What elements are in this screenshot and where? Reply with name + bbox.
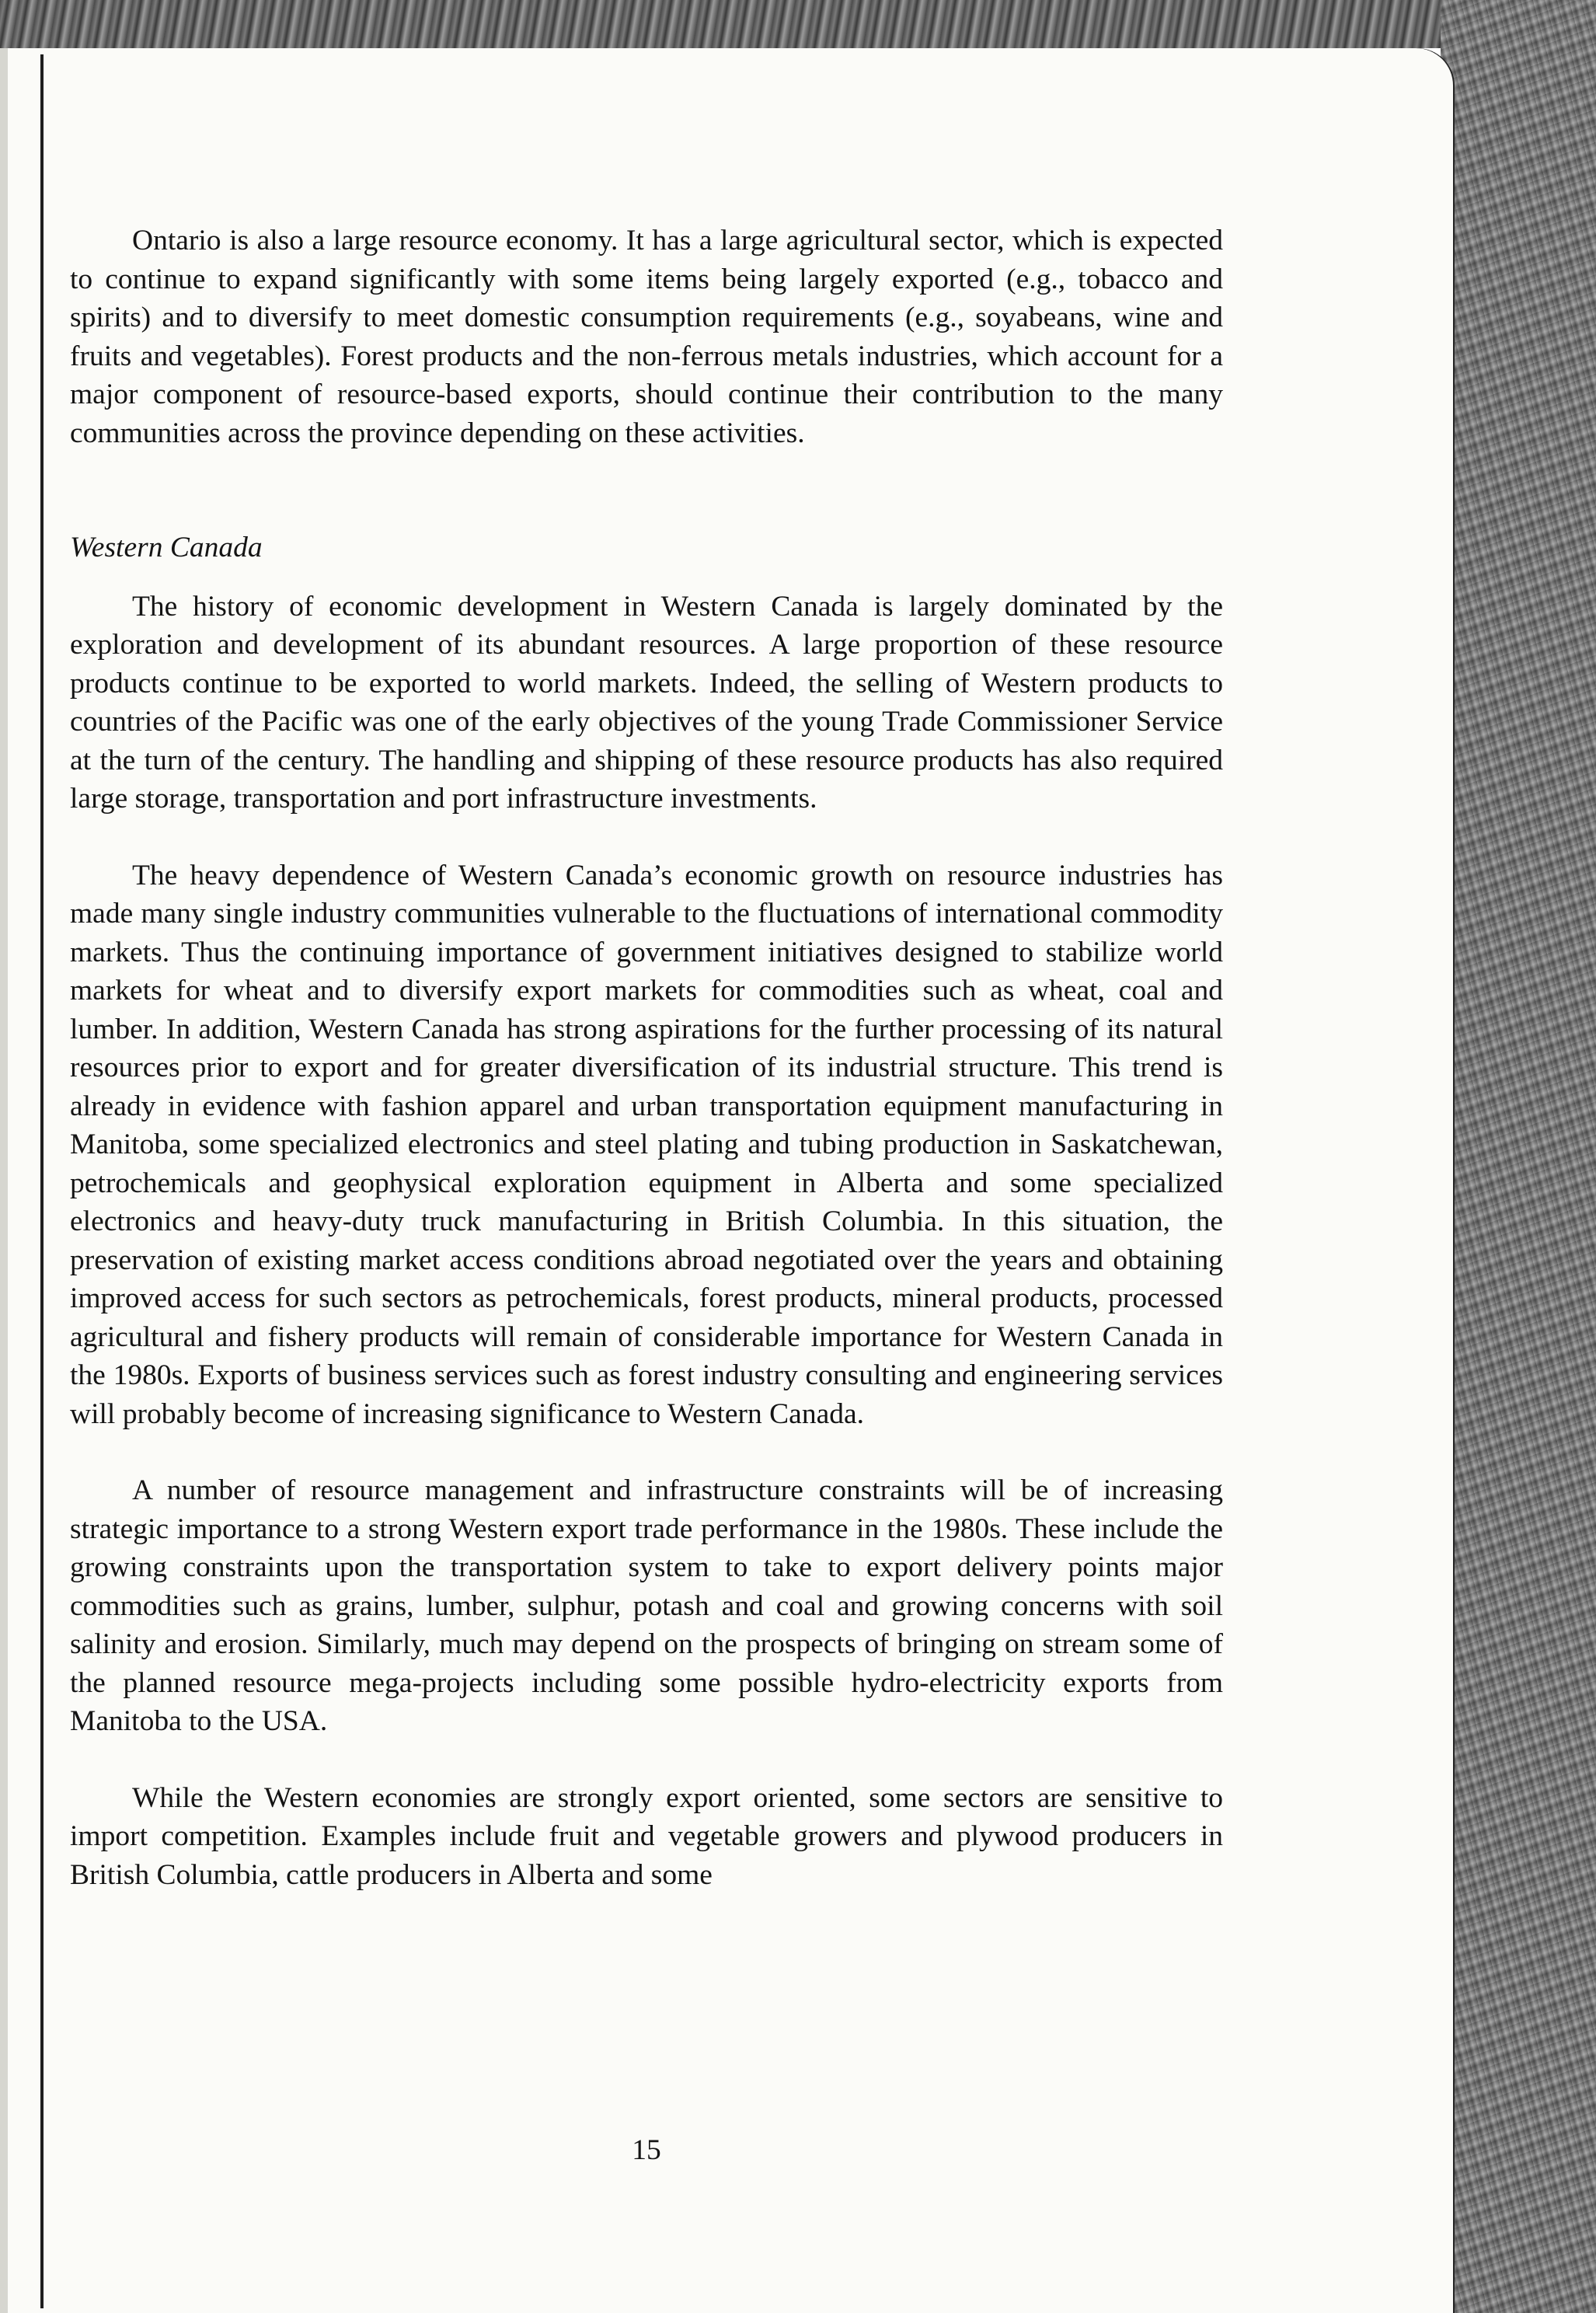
scan-top-border [0,0,1596,48]
binding-rule [40,54,44,2308]
paragraph-western-constraints: A number of resource management and infrastructure constraints will be of increasing strategic importance to a strong Western export trade performance in the 1980s. These include the growing constraints upon the transportation system to take to export delivery points major commodities such as grains, lumber, sulphur, potash and coal and growing concerns with soil salinity and erosion. Similarly, much may depend on the prospects of bringing on stream some of the planned resource mega-projects including some possible hydro-electricity exports from Manitoba to the USA. [70,1474,1223,1737]
paragraph-western-history: The history of economic development in Western Canada is largely dominated by the exploration and development of its abundant resources. A large proportion of these resource products continue to be exported to world markets. Indeed, the selling of Western products to countries of the Pacific was one of the early objectives of the young Trade Commissioner Service at the turn of the century. The handling and shipping of these resource products has also required large storage, transportation and port infrastructure investments. [70,590,1223,815]
document-body [70,222,1223,1894]
section-heading-western-canada: Western Canada [70,532,263,563]
page-number: 15 [632,2134,661,2166]
page-left-edge [0,48,8,2313]
paragraph-western-import: While the Western economies are strongly export oriented, some sectors are sensitive to import competition. Examples include fruit and vegetable growers and plywood producers in British Columbia, cattle producers in Alberta and some [70,1781,1223,1891]
scan-right-border [1441,0,1596,2313]
paragraph-ontario: Ontario is also a large resource economy. It has a large agricultural sector, which is expected to continue to expand significantly with some items being largely exported (e.g., tobacco and spirits) and to diversify to meet domestic consumption requirements (e.g., soyabeans, wine and fruits and vegetables). Forest products and the non-ferrous metals industries, which account for a major component of resource-based exports, should continue their contribution to the many communities across the province depending on these activities. [70,225,1223,449]
paragraph-western-dependence: The heavy dependence of Western Canada’s economic growth on resource industries has made many single industry communities vulnerable to the fluctuations of international commodity markets. Thus the continuing importance of government initiatives designed to stabilize world markets for wheat and to diversify export markets for commodities such as wheat, coal and lumber. In addition, Western Canada has strong aspirations for the further processing of its natural resources prior to export and for greater diversification of its industrial structure. This trend is already in evidence with fashion apparel and urban transportation equipment manufacturing in Manitoba, some specialized electronics and steel plating and tubing production in Saskatchewan, petrochemicals and geophysical exploration equipment in Alberta and some specialized electronics and heavy-duty truck manufacturing in British Columbia. In this situation, the preservation of existing market access conditions abroad negotiated over the years and obtaining improved access for such sectors as petrochemicals, forest products, mineral products, processed agricultural and fishery products will remain of considerable importance for Western Canada in the 1980s. Exports of business services such as forest industry consulting and engineering services will probably become of increasing significance to Western Canada. [70,859,1223,1430]
